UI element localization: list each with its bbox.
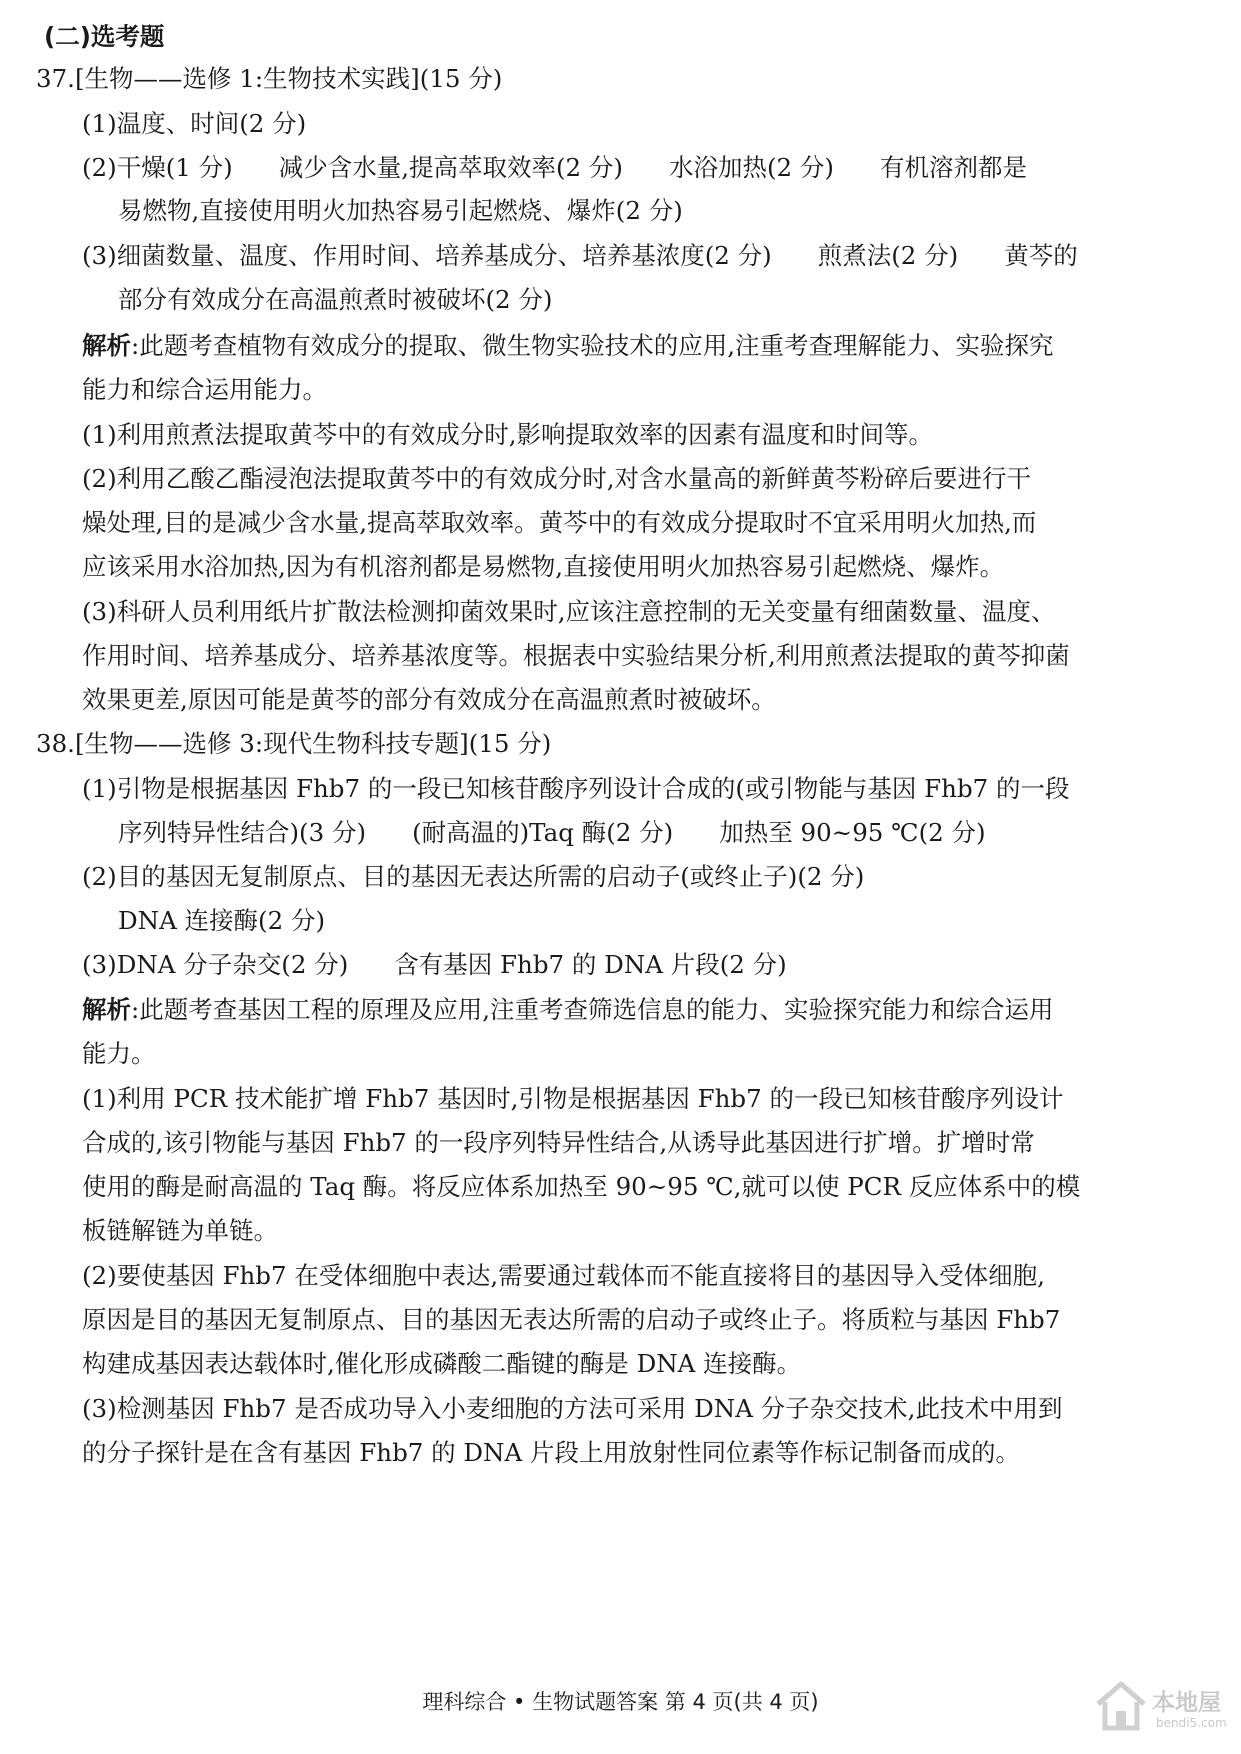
q38-explain-3-line-2: 的分子探针是在含有基因 Fhb7 的 DNA 片段上用放射性同位素等作标记制备而成的。 [82, 1438, 1020, 1467]
q38-answer-2-line-1: (2)目的基因无复制原点、目的基因无表达所需的启动子(或终止子)(2 分) [82, 862, 865, 891]
q37-answer-1: (1)温度、时间(2 分) [82, 109, 307, 138]
q38-explain-1-line-2: 合成的,该引物能与基因 Fhb7 的一段序列特异性结合,从诱导此基因进行扩增。扩增时常 [82, 1128, 1035, 1157]
q38-answer-1-part-2: (耐高温的)Taq 酶(2 分) [412, 818, 674, 847]
q37-header: 37.[生物——选修 1:生物技术实践](15 分) [36, 64, 503, 93]
q37-answer-3-part-2: 煎煮法(2 分) [817, 241, 959, 270]
q38-answer-1-part-1: 序列特异性结合)(3 分) [118, 818, 367, 847]
q37-explain-2-line-2: 燥处理,目的是减少含水量,提高萃取效率。黄芩中的有效成分提取时不宜采用明火加热,而 [82, 508, 1037, 537]
q38-answer-1-line-1: (1)引物是根据基因 Fhb7 的一段已知核苷酸序列设计合成的(或引物能与基因 Fhb7 的一段 [82, 774, 1070, 803]
q38-answer-1-line-2 [118, 816, 986, 850]
q37-analysis-line-2: 能力和综合运用能力。 [82, 375, 327, 404]
q38-answer-3 [82, 948, 787, 982]
q37-answer-2-cont: 易燃物,直接使用明火加热容易引起燃烧、爆炸(2 分) [118, 196, 683, 225]
q37-explain-3-line-2: 作用时间、培养基成分、培养基浓度等。根据表中实验结果分析,利用煎煮法提取的黄芩抑菌 [82, 641, 1070, 670]
q37-analysis-label: 解析 [82, 331, 131, 360]
q37-explain-1: (1)利用煎煮法提取黄芩中的有效成分时,影响提取效率的因素有温度和时间等。 [82, 420, 933, 449]
q38-explain-1-line-4: 板链解链为单链。 [82, 1216, 278, 1245]
q37-explain-3-line-1: (3)科研人员利用纸片扩散法检测抑菌效果时,应该注意控制的无关变量有细菌数量、温度、 [82, 597, 1056, 626]
q37-explain-3-line-3: 效果更差,原因可能是黄芩的部分有效成分在高温煎煮时被破坏。 [82, 685, 776, 714]
q37-answer-2 [82, 151, 1027, 185]
q37-answer-2-part-2: 减少含水量,提高萃取效率(2 分) [278, 153, 623, 182]
q37-answer-3 [82, 239, 1078, 273]
q38-explain-2-line-1: (2)要使基因 Fhb7 在受体细胞中表达,需要通过载体而不能直接将目的基因导入受体细胞, [82, 1261, 1045, 1290]
q37-explain-2-line-1: (2)利用乙酸乙酯浸泡法提取黄芩中的有效成分时,对含水量高的新鲜黄芩粉碎后要进行干 [82, 464, 1031, 493]
q37-explain-2-line-3: 应该采用水浴加热,因为有机溶剂都是易燃物,直接使用明火加热容易引起燃烧、爆炸。 [82, 552, 1005, 581]
q37-answer-3-part-3: 黄芩的 [1004, 241, 1078, 270]
q38-explain-2-line-2: 原因是目的基因无复制原点、目的基因无表达所需的启动子或终止子。将质粒与基因 Fhb7 [82, 1305, 1061, 1334]
house-logo-icon [1094, 1678, 1148, 1734]
q37-answer-2-part-4: 有机溶剂都是 [879, 153, 1027, 182]
q38-analysis-line-1 [82, 993, 1054, 1027]
q37-analysis-line-1 [82, 329, 1054, 363]
q38-explain-3-line-1: (3)检测基因 Fhb7 是否成功导入小麦细胞的方法可采用 DNA 分子杂交技术,此技术中用到 [82, 1394, 1063, 1423]
q38-answer-3-part-2: 含有基因 Fhb7 的 DNA 片段(2 分) [394, 950, 787, 979]
q38-explain-1-line-3: 使用的酶是耐高温的 Taq 酶。将反应体系加热至 90~95 ℃,就可以使 PCR 反应体系中的模 [82, 1172, 1081, 1201]
watermark-domain: bendi5.com [1156, 1716, 1227, 1730]
q38-analysis-label: 解析 [82, 995, 131, 1024]
q37-analysis-text-1: :此题考查植物有效成分的提取、微生物实验技术的应用,注重考查理解能力、实验探究 [131, 331, 1054, 360]
q37-answer-2-part-1: (2)干燥(1 分) [82, 153, 233, 182]
page-footer: 理科综合 • 生物试题答案 第 4 页(共 4 页) [422, 1690, 819, 1714]
q38-analysis-text-1: :此题考查基因工程的原理及应用,注重考查筛选信息的能力、实验探究能力和综合运用 [131, 995, 1054, 1024]
q37-answer-3-cont: 部分有效成分在高温煎煮时被破坏(2 分) [118, 285, 553, 314]
q38-answer-2-line-2: DNA 连接酶(2 分) [118, 906, 326, 935]
q37-answer-2-part-3: 水浴加热(2 分) [668, 153, 834, 182]
watermark-text: 本地屋 [1152, 1690, 1221, 1716]
q38-explain-1-line-1: (1)利用 PCR 技术能扩增 Fhb7 基因时,引物是根据基因 Fhb7 的一段已知核苷酸序列设计 [82, 1084, 1064, 1113]
q38-explain-2-line-3: 构建成基因表达载体时,催化形成磷酸二酯键的酶是 DNA 连接酶。 [82, 1349, 802, 1378]
q38-answer-1-part-3: 加热至 90~95 ℃(2 分) [719, 818, 986, 847]
q38-header: 38.[生物——选修 3:现代生物科技专题](15 分) [36, 729, 552, 758]
site-watermark [1094, 1678, 1234, 1738]
q37-answer-3-part-1: (3)细菌数量、温度、作用时间、培养基成分、培养基浓度(2 分) [82, 241, 772, 270]
section-title: (二)选考题 [44, 22, 165, 51]
q38-analysis-line-2: 能力。 [82, 1039, 156, 1068]
q38-answer-3-part-1: (3)DNA 分子杂交(2 分) [82, 950, 349, 979]
